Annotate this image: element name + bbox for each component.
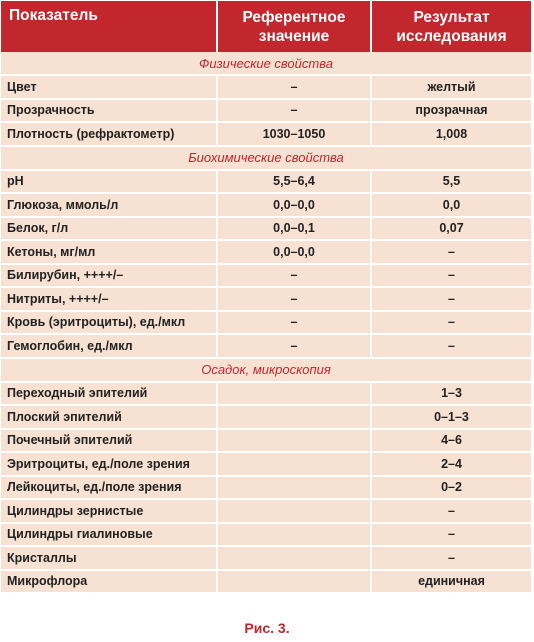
reference-cell: – bbox=[217, 99, 371, 123]
reference-cell: – bbox=[217, 334, 371, 358]
reference-cell bbox=[217, 452, 371, 476]
table-row bbox=[1, 287, 531, 311]
table-row bbox=[1, 193, 531, 217]
figure-caption: Рис. 3. bbox=[244, 620, 290, 636]
result-cell: – bbox=[371, 240, 531, 264]
table-row bbox=[1, 334, 531, 358]
result-cell: 0,07 bbox=[371, 217, 531, 241]
reference-cell bbox=[217, 499, 371, 523]
result-cell: 1–3 bbox=[371, 382, 531, 406]
result-cell: – bbox=[371, 523, 531, 547]
table-row bbox=[1, 99, 531, 123]
indicator-cell: pH bbox=[1, 170, 217, 194]
reference-cell: – bbox=[217, 311, 371, 335]
result-cell: – bbox=[371, 311, 531, 335]
result-cell: 4–6 bbox=[371, 429, 531, 453]
section-header bbox=[1, 146, 531, 170]
reference-cell bbox=[217, 382, 371, 406]
indicator-cell: Цилиндры зернистые bbox=[1, 499, 217, 523]
table-row bbox=[1, 382, 531, 406]
reference-cell bbox=[217, 523, 371, 547]
table-row bbox=[1, 570, 531, 594]
table-row bbox=[1, 429, 531, 453]
result-cell: желтый bbox=[371, 75, 531, 99]
table-row bbox=[1, 75, 531, 99]
reference-cell: 1030–1050 bbox=[217, 122, 371, 146]
table-row bbox=[1, 476, 531, 500]
reference-cell: – bbox=[217, 287, 371, 311]
indicator-cell: Кетоны, мг/мл bbox=[1, 240, 217, 264]
reference-cell: 0,0–0,0 bbox=[217, 193, 371, 217]
indicator-cell: Лейкоциты, ед./поле зрения bbox=[1, 476, 217, 500]
table-row bbox=[1, 499, 531, 523]
reference-cell bbox=[217, 570, 371, 594]
indicator-cell: Переходный эпителий bbox=[1, 382, 217, 406]
table-row bbox=[1, 240, 531, 264]
table-row bbox=[1, 217, 531, 241]
section-header bbox=[1, 52, 531, 75]
indicator-cell: Гемоглобин, ед./мкл bbox=[1, 334, 217, 358]
section-title: Биохимические свойства bbox=[1, 146, 531, 170]
reference-cell: – bbox=[217, 75, 371, 99]
result-cell: – bbox=[371, 334, 531, 358]
reference-cell bbox=[217, 405, 371, 429]
reference-cell: – bbox=[217, 264, 371, 288]
result-cell: 2–4 bbox=[371, 452, 531, 476]
indicator-cell: Нитриты, ++++/– bbox=[1, 287, 217, 311]
indicator-cell: Эритроциты, ед./поле зрения bbox=[1, 452, 217, 476]
table-row bbox=[1, 405, 531, 429]
indicator-cell: Плоский эпителий bbox=[1, 405, 217, 429]
section-title: Физические свойства bbox=[1, 52, 531, 75]
result-cell: – bbox=[371, 546, 531, 570]
reference-cell bbox=[217, 429, 371, 453]
result-cell: – bbox=[371, 499, 531, 523]
result-cell: 1,008 bbox=[371, 122, 531, 146]
indicator-cell: Микрофлора bbox=[1, 570, 217, 594]
reference-cell bbox=[217, 476, 371, 500]
result-cell: 5,5 bbox=[371, 170, 531, 194]
indicator-cell: Почечный эпителий bbox=[1, 429, 217, 453]
indicator-cell: Цилиндры гиалиновые bbox=[1, 523, 217, 547]
header-result: Результат исследования bbox=[371, 1, 531, 52]
indicator-cell: Плотность (рефрактометр) bbox=[1, 122, 217, 146]
table-row bbox=[1, 311, 531, 335]
indicator-cell: Кровь (эритроциты), ед./мкл bbox=[1, 311, 217, 335]
indicator-cell: Белок, г/л bbox=[1, 217, 217, 241]
reference-cell: 0,0–0,1 bbox=[217, 217, 371, 241]
header-reference: Референтное значение bbox=[217, 1, 371, 52]
reference-cell bbox=[217, 546, 371, 570]
indicator-cell: Кристаллы bbox=[1, 546, 217, 570]
indicator-cell: Прозрачность bbox=[1, 99, 217, 123]
table-row bbox=[1, 546, 531, 570]
result-cell: 0–2 bbox=[371, 476, 531, 500]
reference-cell: 5,5–6,4 bbox=[217, 170, 371, 194]
result-cell: 0,0 bbox=[371, 193, 531, 217]
result-cell: 0–1–3 bbox=[371, 405, 531, 429]
indicator-cell: Билирубин, ++++/– bbox=[1, 264, 217, 288]
table-row bbox=[1, 170, 531, 194]
result-cell: единичная bbox=[371, 570, 531, 594]
table-row bbox=[1, 122, 531, 146]
table-body bbox=[1, 52, 531, 593]
indicator-cell: Цвет bbox=[1, 75, 217, 99]
table-row bbox=[1, 523, 531, 547]
header-indicator: Показатель bbox=[1, 1, 217, 52]
section-header bbox=[1, 358, 531, 382]
table-row bbox=[1, 264, 531, 288]
indicator-cell: Глюкоза, ммоль/л bbox=[1, 193, 217, 217]
result-cell: прозрачная bbox=[371, 99, 531, 123]
section-title: Осадок, микроскопия bbox=[1, 358, 531, 382]
table-header bbox=[1, 1, 531, 52]
table-row bbox=[1, 452, 531, 476]
urinalysis-table bbox=[1, 1, 531, 594]
reference-cell: 0,0–0,0 bbox=[217, 240, 371, 264]
result-cell: – bbox=[371, 287, 531, 311]
result-cell: – bbox=[371, 264, 531, 288]
